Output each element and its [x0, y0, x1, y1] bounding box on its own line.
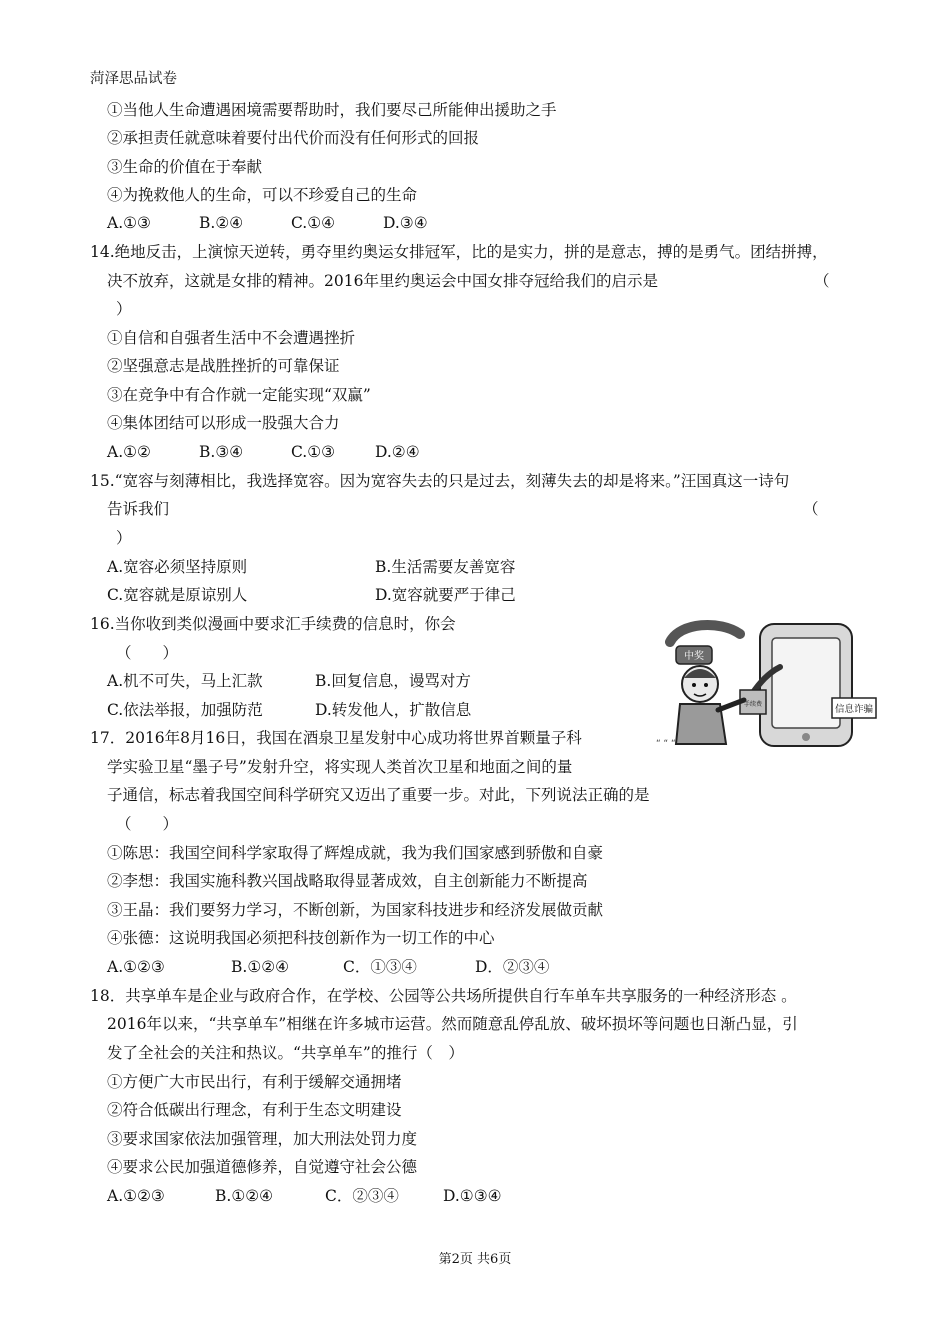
q17-item-3: ③王晶：我们要努力学习，不断创新，为国家科技进步和经济发展做贡献	[107, 901, 604, 919]
q18-item-4: ④要求公民加强道德修养，自觉遵守社会公德	[107, 1158, 418, 1176]
q18-option-c: C．②③④	[325, 1187, 399, 1205]
phone-icon	[760, 624, 852, 746]
q16-option-d: D.转发他人，扩散信息	[315, 701, 472, 719]
q18-stem-line-2: 2016年以来，“共享单车”相继在许多城市运营。然而随意乱停乱放、破坏损坏等问题也日渐凸显，引	[107, 1015, 798, 1033]
q17-item-2: ②李想：我国实施科教兴国战略取得显著成效，自主创新能力不断提高	[107, 872, 588, 890]
q17-item-4: ④张德：这说明我国必须把科技创新作为一切工作的中心	[107, 929, 495, 947]
prize-badge-label: 中奖	[684, 651, 704, 662]
q16-stem: 16.当你收到类似漫画中要求汇手续费的信息时，你会	[90, 615, 456, 633]
q16-option-a: A.机不可失，马上汇款	[107, 672, 263, 690]
q16-paren: （ ）	[116, 644, 179, 662]
q18-item-3: ③要求国家依法加强管理，加大刑法处罚力度	[107, 1130, 418, 1148]
prize-badge	[670, 625, 740, 664]
person-figure	[676, 666, 744, 744]
q15-stem-line-1: 15.“宽容与刻薄相比，我选择宽容。因为宽容失去的只是过去，刻薄失去的却是将来。”汪国真这一诗句	[90, 472, 790, 490]
q17-stem-line-3: 子通信，标志着我国空间科学研究又迈出了重要一步。对此，下列说法正确的是	[107, 786, 650, 804]
q15-option-c: C.宽容就是原谅别人	[107, 586, 248, 604]
q13-item-2: ②承担责任就意味着要付出代价而没有任何形式的回报	[107, 129, 480, 147]
q14-item-2: ②坚强意志是战胜挫折的可靠保证	[107, 357, 340, 375]
q18-option-b: B.①②④	[215, 1187, 274, 1205]
exam-header: 菏泽思品试卷	[90, 71, 177, 87]
q13-item-3: ③生命的价值在于奉献	[107, 158, 263, 176]
q16-option-b: B.回复信息，谩骂对方	[315, 672, 471, 690]
q17-option-b: B.①②④	[231, 958, 290, 976]
q15-option-b: B.生活需要友善宽容	[375, 558, 516, 576]
q17-item-1: ①陈思：我国空间科学家取得了辉煌成就，我为我们国家感到骄傲和自豪	[107, 844, 604, 862]
q13-option-a: A.①③	[107, 214, 151, 232]
q17-option-d: D．②③④	[475, 958, 550, 976]
q14-item-1: ①自信和自强者生活中不会遭遇挫折	[107, 329, 356, 347]
q14-option-c: C.①③	[291, 443, 336, 461]
q15-paren-open: （	[803, 500, 819, 518]
q14-paren-close: ）	[116, 300, 132, 318]
q13-option-c: C.①④	[291, 214, 336, 232]
q14-item-4: ④集体团结可以形成一股强大合力	[107, 414, 340, 432]
q18-option-d: D.①③④	[443, 1187, 502, 1205]
q18-stem-line-1: 18．共享单车是企业与政府合作，在学校、公园等公共场所提供自行车单车共享服务的一种经济形态 。	[90, 987, 797, 1005]
q17-stem-line-2: 学实验卫星“墨子号”发射升空，将实现人类首次卫星和地面之间的量	[107, 758, 573, 776]
fraud-sign	[832, 698, 876, 718]
q17-paren: （ ）	[116, 815, 179, 833]
q18-stem-line-3: 发了全社会的关注和热议。“共享单车”的推行（ ）	[107, 1044, 464, 1062]
page-number: 第2页 共6页	[438, 1252, 512, 1267]
q17-option-a: A.①②③	[107, 958, 165, 976]
fraud-cartoon-image	[640, 612, 880, 752]
q17-option-c: C．①③④	[343, 958, 417, 976]
fraud-sign-label: 信息诈骗	[834, 704, 874, 715]
q13-item-4: ④为挽救他人的生命，可以不珍爱自己的生命	[107, 186, 418, 204]
q16-option-c: C.依法举报，加强防范	[107, 701, 263, 719]
q14-stem-line-2: 决不放弃，这就是女排的精神。2016年里约奥运会中国女排夺冠给我们的启示是	[107, 272, 658, 290]
q13-option-d: D.③④	[383, 214, 428, 232]
q14-stem-line-1: 14.绝地反击，上演惊天逆转，勇夺里约奥运女排冠军，比的是实力，拼的是意志，搏的是勇气。团结拼搏，	[90, 243, 828, 261]
q15-paren-close: ）	[116, 529, 132, 547]
q18-item-2: ②符合低碳出行理念，有利于生态文明建设	[107, 1101, 402, 1119]
q15-option-a: A.宽容必须坚持原则	[107, 558, 248, 576]
q14-option-b: B.③④	[199, 443, 244, 461]
q15-stem-line-2: 告诉我们	[107, 500, 170, 518]
q14-option-a: A.①②	[107, 443, 151, 461]
q13-option-b: B.②④	[199, 214, 244, 232]
q18-item-1: ①方便广大市民出行，有利于缓解交通拥堵	[107, 1073, 402, 1091]
q13-item-1: ①当他人生命遭遇困境需要帮助时，我们要尽己所能伸出援助之手	[107, 101, 557, 119]
q17-stem-line-1: 17．2016年8月16日，我国在酒泉卫星发射中心成功将世界首颗量子科	[90, 729, 582, 747]
svg-text:“ “ “: “ “ “	[656, 739, 676, 749]
q14-item-3: ③在竞争中有合作就一定能实现“双赢”	[107, 386, 371, 404]
q14-paren-open: （	[814, 272, 830, 290]
fee-box-label: 手续费	[743, 701, 763, 708]
q15-option-d: D.宽容就要严于律己	[375, 586, 516, 604]
q18-option-a: A.①②③	[107, 1187, 165, 1205]
q14-option-d: D.②④	[375, 443, 420, 461]
